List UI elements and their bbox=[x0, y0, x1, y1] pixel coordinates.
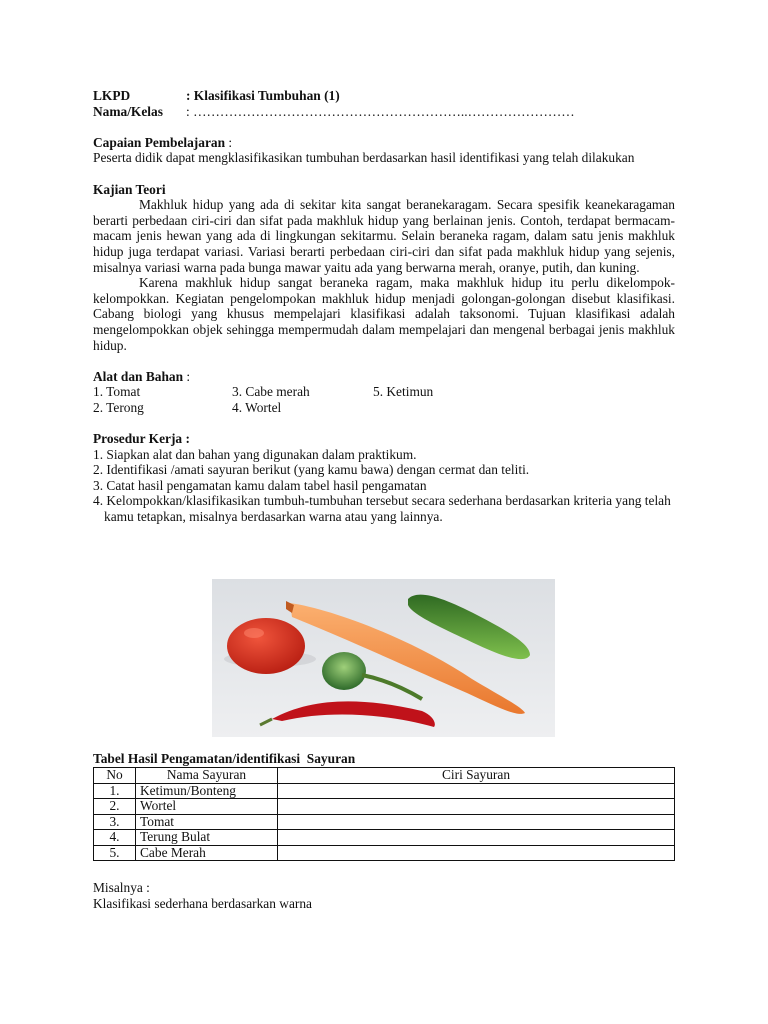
alat-colon: : bbox=[183, 368, 191, 384]
kajian-paragraph-1: Makhluk hidup yang ada di sekitar kita sangat beranekaragam. Secara spesifik keanekaragaman berarti perbedaan ciri-ciri dan sifat pada makhluk hidup yang berlainan jenis. Contoh, terdapat bermacam-macam jenis hewan yang ada di lingkungan sekitarmu. Selain beraneka ragam, dalam satu jenis makhluk hidup juga terdapat variasi. Variasi berarti perbedaan ciri-ciri dan sifat pada makhluk hidup yang sejenis, misalnya variasi warna pada bunga mawar yaitu ada yang berwarna merah, oranye, putih, dan kuning. bbox=[93, 197, 675, 275]
row-ciri-cell[interactable] bbox=[278, 830, 675, 846]
eggplant bbox=[322, 652, 366, 690]
row-name: Wortel bbox=[136, 799, 278, 815]
row-name: Ketimun/Bonteng bbox=[136, 783, 278, 799]
row-ciri-cell[interactable] bbox=[278, 799, 675, 815]
table-row bbox=[94, 814, 675, 830]
prosedur-step: 2. Identifikasi /amati sayuran berikut (yang kamu bawa) dengan cermat dan teliti. bbox=[93, 462, 530, 478]
table-title: Tabel Hasil Pengamatan/identifikasi Sayuran bbox=[93, 751, 356, 766]
alat-row-1 bbox=[93, 384, 675, 400]
row-no: 3. bbox=[94, 814, 136, 830]
row-name: Terung Bulat bbox=[136, 830, 278, 846]
prosedur-title: Prosedur Kerja : bbox=[93, 431, 190, 447]
footer-line-1: Misalnya : bbox=[93, 880, 150, 895]
alat-title: Alat dan Bahan bbox=[93, 368, 184, 384]
observation-table bbox=[93, 767, 675, 861]
alat-item: 2. Terong bbox=[93, 399, 144, 415]
capaian-title: Capaian Pembelajaran bbox=[93, 134, 226, 150]
alat-item: 3. Cabe merah bbox=[232, 384, 310, 400]
footer-line-2: Klasifikasi sederhana berdasarkan warna bbox=[93, 895, 312, 911]
vegetables-photo bbox=[212, 579, 555, 737]
worksheet bbox=[93, 88, 675, 525]
row-ciri-cell[interactable] bbox=[278, 814, 675, 830]
lkpd-row bbox=[93, 88, 675, 104]
table-row bbox=[94, 783, 675, 799]
alat-item: 4. Wortel bbox=[232, 399, 282, 415]
col-header-ciri: Ciri Sayuran bbox=[278, 768, 675, 784]
lkpd-value: : Klasifikasi Tumbuhan (1) bbox=[186, 88, 340, 103]
kajian-paragraph-2: Karena makhluk hidup sangat beraneka ragam, maka makhluk hidup itu perlu dikelompok-kelompokkan. Kegiatan pengelompokan makhluk hidup menjadi golongan-golongan disebut klasifikasi. Cabang biologi yang khusus mempelajari klasifikasi adalah taksonomi. Tujuan klasifikasi adalah mengelompokkan objek sehingga mempermudah dalam mempelajari dan mengenal berbagai jenis makhluk hidup. bbox=[93, 275, 675, 353]
row-no: 5. bbox=[94, 845, 136, 861]
alat-row-2 bbox=[93, 400, 675, 416]
kajian-title: Kajian Teori bbox=[93, 181, 166, 197]
prosedur-list bbox=[93, 447, 675, 525]
alat-item: 1. Tomat bbox=[93, 384, 141, 400]
nama-label: Nama/Kelas bbox=[93, 103, 163, 119]
tomato bbox=[227, 618, 305, 674]
alat-item: 5. Ketimun bbox=[373, 384, 434, 400]
alat-title-line bbox=[93, 369, 675, 385]
capaian-colon: : bbox=[225, 134, 233, 150]
table-row bbox=[94, 845, 675, 861]
row-no: 1. bbox=[94, 783, 136, 799]
vegetables-illustration bbox=[212, 579, 555, 737]
prosedur-step: 1. Siapkan alat dan bahan yang digunakan dalam praktikum. bbox=[93, 446, 417, 462]
footer bbox=[93, 880, 312, 911]
nama-value: : ……………………………………………………..…………………… bbox=[186, 103, 575, 119]
row-ciri-cell[interactable] bbox=[278, 783, 675, 799]
nama-row bbox=[93, 104, 675, 120]
row-ciri-cell[interactable] bbox=[278, 845, 675, 861]
prosedur-step: 4. Kelompokkan/klasifikasikan tumbuh-tumbuhan tersebut secara sederhana berdasarkan kriteria yang telah kamu tetapkan, misalnya berdasarkan warna atau yang lainnya. bbox=[93, 493, 671, 525]
row-no: 2. bbox=[94, 799, 136, 815]
capaian-text: Peserta didik dapat mengklasifikasikan tumbuhan berdasarkan hasil identifikasi yang telah dilakukan bbox=[93, 150, 635, 166]
row-name: Tomat bbox=[136, 814, 278, 830]
row-name: Cabe Merah bbox=[136, 845, 278, 861]
table-row bbox=[94, 799, 675, 815]
col-header-name: Nama Sayuran bbox=[136, 768, 278, 784]
lkpd-label: LKPD bbox=[93, 88, 131, 103]
row-no: 4. bbox=[94, 830, 136, 846]
prosedur-step: 3. Catat hasil pengamatan kamu dalam tabel hasil pengamatan bbox=[93, 477, 427, 493]
table-row bbox=[94, 830, 675, 846]
col-header-no: No bbox=[94, 768, 136, 784]
table-header-row bbox=[94, 768, 675, 784]
capaian-title-line bbox=[93, 135, 675, 151]
